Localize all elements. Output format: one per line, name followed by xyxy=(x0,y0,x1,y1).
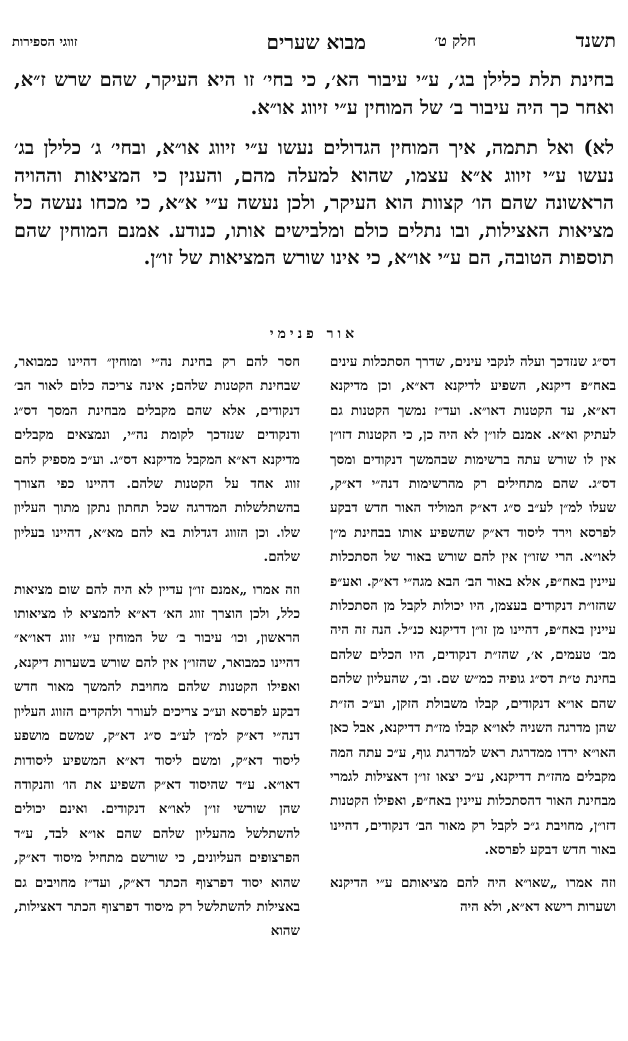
commentary-paragraph: וזה אמרו „אמנם זו״ן עדיין לא היה להם שום מציאות כלל, ולכן הוצרך זווג הא׳ דא״א להמציא לו מציאותו הראשון, וכו׳ עיבור ב׳ של המוחין ע״י זווג דאו״א״ דהיינו כמבואר, שהזו״ן אין להם שורש בשערות דיקנא, ואפילו הקטנות שלהם מחויבת להמשך מאור חדש דבקע לפרסא וע״כ צריכים לעורר ולהקדים הזווג העליון דנה״י דא״ק למ״ן לע״ב ס״ג דא״ק, שמשם מושפע ליסוד דא״ק, ומשם ליסוד דא״א המשפיע ליסודות דאו״א. ע״ד שהיסוד דא״ק השפיע את הו׳ והנקודה שהן שורשי זו״ן לאו״א דנקודים. ואינם יכולים להשתלשל מהעליון שלהם שהם או״א לבד, ע״ד הפרצופים העליונים, כי שורשם מתחיל מיסוד דא״ק, שהוא יסוד דפרצוף הכתר דא״ק, ועד״ז מחויבים גם באצילות להשתלשל רק מיסוד דפרצוף הכתר דאצילות, שהוא xyxy=(14,581,300,940)
main-paragraph: בחינת תלת כלילן בג׳, ע״י עיבור הא׳, כי בחי׳ זו היא העיקר, שהם שרש ז״א, ואחר כך היה עיבור ב׳ של המוחין ע״י זיווג או״א. xyxy=(14,68,614,119)
commentary-paragraph: דס״ג שנזדכך ועלה לנקבי עינים, שדרך הסתכלות עינים באח״פ דיקנא, השפיע לדיקנא דא״א, וכן מדיקנא דא״א, עד הקטנות דאו״א. ועד״ז נמשך הקטנות גם לעתיק וא״א. אמנם לזו״ן לא היה כן, כי הקטנות דזו״ן אין לו שורש עתה ברשימות שבהמשך דנקודים ומסך דס״ג. שהם מתחילים רק מהרשימות דנה״י דא״ק, שעלו למ״ן לע״ב ס״ג דא״ק המוליד האור חדש דבקע לפרסא וירד ליסוד דא״ק שהשפיע אותו בבחינת מ״ן לאו״א. הרי שזו״ן אין להם שורש באור של הסתכלות עיינין באח״פ, אלא באור הב׳ הבא מגה״י דא״ק. ואע״פ שהזו״ת דנקודים בעצמן, היו יכולות לקבל מן הסתכלות עיינין באח״פ, דהיינו מן זו״ן דדיקנא כנ״ל. הנה זה היה מב׳ טעמים, א׳, שהז״ת דנקודים, היו הכלים שלהם בחינת ט״ת דס״ג גופיה כמ״ש שם. וב׳, שהעליון שלהם שהם או״א דנקודים, קבלו משבולת הזקן, וע״כ הז״ת שהן מדרגה השניה לאו״א קבלו מז״ת דדיקנא, אבל כאן האו״א ירדו ממדרגת ראש למדרגת גוף, ע״כ עתה המה מקבלים מהז״ת דדיקנא, ע״כ יצאו זו״ן דאצילות לגמרי מבחינת האור דהסתכלות עיינין באח״פ, ואפילו הקטנות דזו״ן, מחויבת ג״כ לקבל רק מאור הב׳ דנקודים, דהיינו באור חדש דבקע לפרסא. xyxy=(330,354,616,859)
main-text xyxy=(14,66,614,272)
commentary-left-column xyxy=(14,350,300,944)
running-head-year: תשנד xyxy=(575,30,616,52)
commentary-paragraph: חסר להם רק בחינת נה״י ומוחין״ דהיינו כמבואר, שבחינת הקטנות שלהם; אינה צריכה כלום לאור הב׳ דנקודים, אלא שהם מקבלים מבחינת המסך דס״ג ודנקודים שנזדכך לקומת נה״י, ונמצאים מקבלים מדיקנא דא״א המקבל מדיקנא דס״ג. וע״כ מספיק להם זווג אחד על הקטנות שלהם. דהיינו כפי הצורך בהשתלשלות המדרגה שכל תחתון נתקן מתוך העליון שלו. וכן הזווג דגדלות בא להם מא״א, דהיינו בעליון שלהם. xyxy=(14,354,300,566)
running-head-part: חלק ט׳ xyxy=(434,32,476,50)
running-head xyxy=(12,30,616,54)
main-paragraph: לא) ואל תתמה, איך המוחין הגדולים נעשו ע״י זיווג או״א, ובחי׳ ג׳ כלילן בג׳ נעשו ע״י זיווג א״א עצמו, שהוא למעלה מהם, והענין כי המציאות וההויה הראשונה שהם הו׳ קצוות הוא העיקר, ולכן נעשה ע״י א״א, כי מכחו נעשה כל מציאות האצילות, ובו נתלים כולם ומלבישים אותו, כנודע. אמנם המוחין שהם תוספות הטובה, הם ע״י או״א, כי אינו שורש המציאות של זו״ן. xyxy=(14,136,614,269)
running-head-topic: זווגי הספירות xyxy=(12,35,78,50)
commentary-right-column xyxy=(330,350,616,919)
commentary-heading: אור פנימי xyxy=(269,326,359,342)
running-head-book-title: מבוא שערים xyxy=(266,30,366,54)
commentary-paragraph: וזה אמרו „שאו״א היה להם מציאותם ע״י הדיקנא ושערות רישא דא״א, ולא היה xyxy=(330,874,616,915)
